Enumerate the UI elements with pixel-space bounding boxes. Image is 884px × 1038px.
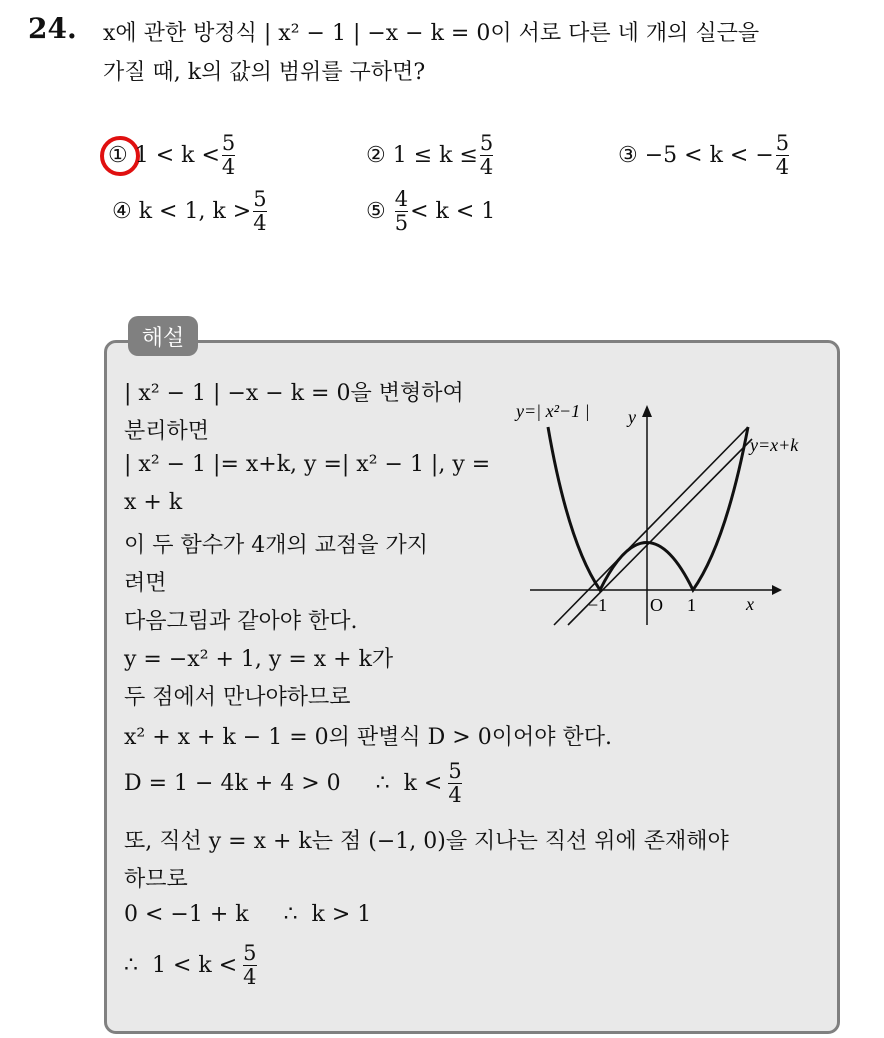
solution-line-15: ∴ 1 < k < $\frac{5}{4}$ (124, 941, 257, 990)
label-curve: y=| x²−1 | (516, 401, 590, 421)
choice-3-fraction: $\frac{5}{4}$ (775, 131, 790, 180)
solution-line-9: 두 점에서 만나야하므로 (124, 685, 351, 710)
choice-1-expr: 1 < k < (134, 143, 220, 169)
x-axis-arrow (772, 585, 782, 595)
choice-3-expr: −5 < k < − (644, 143, 774, 169)
problem-text-line2: 가질 때, k의 값의 범위를 구하면? (103, 60, 426, 85)
label-x: x (746, 594, 754, 614)
choice-3-mark: ③ (618, 143, 638, 169)
choice-1[interactable] (108, 132, 237, 179)
choice-2-expr: 1 ≤ k ≤ (392, 143, 478, 169)
solution-badge: 해설 (128, 316, 198, 356)
choice-4-mark: ④ (112, 199, 132, 225)
solution-graph (510, 395, 830, 630)
solution-line-2: 분리하면 (124, 419, 210, 444)
choice-5-fraction: $\frac{4}{5}$ (394, 187, 409, 236)
solution-line-5: 이 두 함수가 4개의 교점을 가지 (124, 533, 428, 558)
solution-line-10: x² + x + k − 1 = 0의 판별식 D > 0이어야 한다. (124, 725, 612, 750)
solution-line-11: D = 1 − 4k + 4 > 0 ∴ k < $\frac{5}{4}$ (124, 759, 462, 808)
choice-3[interactable] (618, 132, 791, 179)
problem-text-line1: x에 관한 방정식 | x² − 1 | −x − k = 0이 서로 다른 네 개의 실근을 (103, 21, 760, 46)
choice-2-mark: ② (366, 143, 386, 169)
problem-number: 24. (28, 12, 77, 45)
curve-abs-parabola (548, 427, 748, 590)
choice-1-mark: ① (108, 143, 128, 169)
choice-5-expr: < k < 1 (410, 199, 496, 225)
tick-1: 1 (687, 595, 696, 615)
choice-4-fraction: $\frac{5}{4}$ (253, 187, 267, 236)
choice-2-fraction: $\frac{5}{4}$ (479, 131, 494, 180)
label-y: y (628, 407, 636, 427)
solution-line-14: 0 < −1 + k ∴ k > 1 (124, 902, 372, 927)
label-line: y=x+k (750, 435, 799, 455)
solution-line-13: 하므로 (124, 867, 188, 892)
choice-4-expr: k < 1, k > (138, 199, 252, 225)
solution-line-12: 또, 직선 y = x + k는 점 (−1, 0)을 지나는 직선 위에 존재해야 (124, 829, 729, 854)
y-axis-arrow (642, 405, 652, 417)
tick-origin: O (650, 595, 663, 615)
solution-line-7: 다음그림과 같아야 한다. (124, 609, 358, 634)
choice-2[interactable] (366, 132, 495, 179)
solution-line-8: y = −x² + 1, y = x + k가 (124, 647, 394, 672)
solution-line-3: | x² − 1 |= x+k, y =| x² − 1 |, y = (124, 452, 491, 477)
choice-5[interactable] (366, 188, 495, 235)
solution-line-6: 려면 (124, 571, 167, 596)
choice-5-mark: ⑤ (366, 199, 386, 225)
choice-1-fraction: $\frac{5}{4}$ (221, 131, 236, 180)
tick-neg1: −1 (588, 595, 608, 615)
choice-4[interactable] (112, 188, 269, 235)
solution-line-1: | x² − 1 | −x − k = 0을 변형하여 (124, 381, 464, 406)
solution-line-4: x + k (124, 490, 183, 515)
